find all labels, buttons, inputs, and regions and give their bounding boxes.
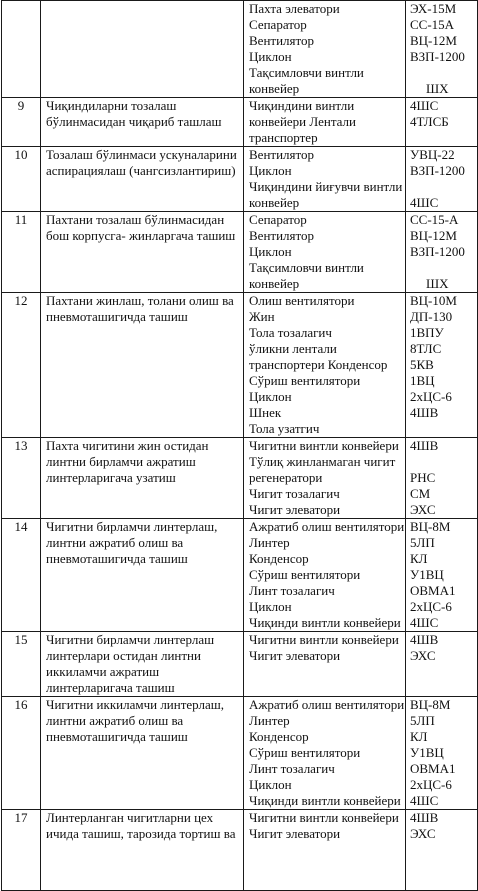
process-line: линтерларигача ташиш xyxy=(46,680,175,695)
equipment-code: 8ТЛС xyxy=(410,341,442,356)
equipment-code: ШХ xyxy=(426,276,449,291)
row-number: 12 xyxy=(14,293,28,308)
equipment-cell xyxy=(244,810,406,891)
code-cell xyxy=(406,810,478,891)
equipment-name: Чигит тозалагич xyxy=(249,486,340,501)
equipment-code: ЭХ-15М xyxy=(410,1,457,16)
process-cell xyxy=(41,810,244,891)
process-line: линтни ажратиб олиш ва xyxy=(46,535,184,550)
equipment-name: Сўриш вентилятори xyxy=(249,745,361,760)
process-line: Чигитни иккиламчи линтерлаш, xyxy=(46,697,225,712)
equipment-code: ВЦ-8М xyxy=(410,519,451,534)
process-cell xyxy=(41,438,244,519)
code-cell xyxy=(406,438,478,519)
process-line: линтни бирламчи ажратиш xyxy=(46,454,196,469)
process-line: линтерлари остидан линтни xyxy=(46,648,201,663)
equipment-cell xyxy=(244,697,406,810)
equipment-code: КЛ xyxy=(410,729,428,744)
table-row xyxy=(2,147,478,212)
equipment-cell xyxy=(244,147,406,212)
equipment-code: ВЦ-10М xyxy=(410,293,457,308)
equipment-name: транспортери Конденсор xyxy=(249,357,388,372)
equipment-name: Ажратиб олиш вентилятори xyxy=(249,519,405,534)
equipment-code: ДП-130 xyxy=(410,309,453,324)
equipment-name: Олиш вентилятори xyxy=(249,293,355,308)
equipment-name: транспортер xyxy=(249,130,318,145)
equipment-code: 4ШС xyxy=(410,195,439,210)
process-line: Тозалаш бўлинмаси ускуналарини xyxy=(46,147,237,162)
equipment-code: 4ТЛСБ xyxy=(410,114,449,129)
equipment-code: 5ЛП xyxy=(410,535,435,550)
row-number: 11 xyxy=(14,212,28,227)
row-number: 17 xyxy=(14,810,28,825)
row-number: 15 xyxy=(14,632,28,647)
equipment-code: 5КВ xyxy=(410,357,434,372)
process-cell xyxy=(41,212,244,293)
code-spacer xyxy=(410,260,477,276)
row-number: 10 xyxy=(14,147,28,162)
table-row xyxy=(2,697,478,810)
equipment-code: 4ШВ xyxy=(410,438,439,453)
process-line: иккиламчи ажратиш xyxy=(46,664,160,679)
equipment-code: У1ВЦ xyxy=(410,745,444,760)
process-line: Пахтани тозалаш бўлинмасидан xyxy=(46,212,225,227)
equipment-code: 1ВЦ xyxy=(410,373,435,388)
process-line: бош корпусга- жинларгача ташиш xyxy=(46,228,236,243)
equipment-name: конвейери Лентали xyxy=(249,114,357,129)
table-row xyxy=(2,632,478,697)
equipment-name: Тўлиқ жинланмаган чигит xyxy=(249,454,396,469)
equipment-code: СС-15А xyxy=(410,17,455,32)
process-cell xyxy=(41,1,244,98)
process-line: Чигитни бирламчи линтерлаш xyxy=(46,632,215,647)
code-cell xyxy=(406,632,478,697)
equipment-code: 4ШВ xyxy=(410,810,439,825)
equipment-name: Сўриш вентилятори xyxy=(249,567,361,582)
equipment-code: 4ШС xyxy=(410,615,439,630)
equipment-name: Тақсимловчи винтли xyxy=(249,65,364,80)
row-number-cell xyxy=(2,697,41,810)
equipment-cell xyxy=(244,293,406,438)
equipment-name: Вентилятор xyxy=(249,228,315,243)
equipment-name: Сепаратор xyxy=(249,17,307,32)
process-cell xyxy=(41,632,244,697)
process-cell xyxy=(41,519,244,632)
row-number-cell xyxy=(2,519,41,632)
process-line: пневмоташигичда ташиш xyxy=(46,729,188,744)
equipment-name: Сўриш вентилятори xyxy=(249,373,361,388)
equipment-name: конвейер xyxy=(249,81,300,96)
code-spacer xyxy=(410,65,477,81)
row-number-cell xyxy=(2,438,41,519)
code-cell xyxy=(406,98,478,147)
equipment-name: Чигитни винтли конвейери xyxy=(249,810,399,825)
equipment-name: Тола узатгич xyxy=(249,421,320,436)
table-row xyxy=(2,438,478,519)
equipment-name: Циклон xyxy=(249,599,292,614)
row-number: 9 xyxy=(17,98,25,113)
process-cell xyxy=(41,293,244,438)
equipment-code: ВЗП-1200 xyxy=(410,163,465,178)
row-number-cell xyxy=(2,293,41,438)
process-line: Пахта чигитини жин остидан xyxy=(46,438,209,453)
equipment-name: Циклон xyxy=(249,49,292,64)
equipment-code: 2хЦС-6 xyxy=(410,599,452,614)
equipment-name: Тола тозалагич xyxy=(249,325,332,340)
equipment-name: Конденсор xyxy=(249,729,309,744)
code-cell xyxy=(406,212,478,293)
equipment-code: 2хЦС-6 xyxy=(410,389,452,404)
equipment-code: 4ШВ xyxy=(410,632,439,647)
row-number-cell xyxy=(2,147,41,212)
process-line: Чигитни бирламчи линтерлаш, xyxy=(46,519,218,534)
equipment-code: СС-15-А xyxy=(410,212,459,227)
code-cell xyxy=(406,519,478,632)
equipment-cell xyxy=(244,438,406,519)
code-spacer xyxy=(410,454,477,470)
process-line: аспирациялаш (чангсизлантириш) xyxy=(46,163,236,178)
process-cell xyxy=(41,697,244,810)
equipment-cell xyxy=(244,519,406,632)
process-line: пневмоташигичда ташиш xyxy=(46,551,188,566)
equipment-name: Сепаратор xyxy=(249,212,307,227)
equipment-name: конвейер xyxy=(249,276,300,291)
equipment-code: 1ВПУ xyxy=(410,325,444,340)
equipment-name: Чиқиндини йиғувчи винтли xyxy=(249,179,403,194)
equipment-code: ЭХС xyxy=(410,648,436,663)
equipment-code: ЭХС xyxy=(410,826,436,841)
table-row xyxy=(2,98,478,147)
process-line: линтни ажратиб олиш ва xyxy=(46,713,184,728)
equipment-code: 2хЦС-6 xyxy=(410,777,452,792)
code-cell xyxy=(406,1,478,98)
row-number-cell xyxy=(2,212,41,293)
equipment-name: Ажратиб олиш вентилятори xyxy=(249,697,405,712)
process-line: Пахтани жинлаш, толани олиш ва xyxy=(46,293,234,308)
process-line: линтерларигача узатиш xyxy=(46,470,176,485)
row-number: 14 xyxy=(14,519,28,534)
equipment-name: Линтер xyxy=(249,713,290,728)
equipment-name: ўликни лентали xyxy=(249,341,337,356)
equipment-code: ОВМА1 xyxy=(410,583,456,598)
row-number-cell xyxy=(2,98,41,147)
row-number-cell xyxy=(2,810,41,891)
equipment-code: СМ xyxy=(410,486,431,501)
equipment-name: Чиқинди винтли конвейери xyxy=(249,793,401,808)
equipment-table xyxy=(1,0,478,891)
equipment-name: Чигит элеватори xyxy=(249,502,341,517)
equipment-cell xyxy=(244,212,406,293)
process-cell xyxy=(41,147,244,212)
equipment-cell xyxy=(244,632,406,697)
equipment-name: Линт тозалагич xyxy=(249,583,335,598)
equipment-name: Чигитни винтли конвейери xyxy=(249,438,399,453)
equipment-name: Конденсор xyxy=(249,551,309,566)
equipment-name: Циклон xyxy=(249,389,292,404)
table-row xyxy=(2,212,478,293)
equipment-code: РНС xyxy=(410,470,436,485)
process-cell xyxy=(41,98,244,147)
code-spacer xyxy=(410,179,477,195)
equipment-code: ОВМА1 xyxy=(410,761,456,776)
equipment-code: ВЦ-12М xyxy=(410,33,457,48)
code-cell xyxy=(406,147,478,212)
equipment-name: Вентилятор xyxy=(249,33,315,48)
equipment-name: регенератори xyxy=(249,470,323,485)
equipment-name: Линт тозалагич xyxy=(249,761,335,776)
equipment-name: Вентилятор xyxy=(249,147,315,162)
equipment-code: ЭХС xyxy=(410,502,436,517)
process-line: ичида ташиш, тарозида тортиш ва xyxy=(46,826,236,841)
equipment-cell xyxy=(244,1,406,98)
equipment-code: 4ШВ xyxy=(410,405,439,420)
process-line: Чиқиндиларни тозалаш xyxy=(46,98,177,113)
equipment-name: Циклон xyxy=(249,244,292,259)
table-row xyxy=(2,810,478,891)
equipment-code: КЛ xyxy=(410,551,428,566)
equipment-name: Циклон xyxy=(249,163,292,178)
equipment-name: Шнек xyxy=(249,405,282,420)
process-line: бўлинмасидан чиқариб ташлаш xyxy=(46,114,222,129)
equipment-code: 4ШС xyxy=(410,98,439,113)
equipment-name: Жин xyxy=(249,309,275,324)
equipment-code: ВЦ-12М xyxy=(410,228,457,243)
equipment-name: Тақсимловчи винтли xyxy=(249,260,364,275)
equipment-cell xyxy=(244,98,406,147)
equipment-name: Пахта элеватори xyxy=(249,1,340,16)
table-row xyxy=(2,1,478,98)
equipment-name: Чиқиндини винтли xyxy=(249,98,355,113)
equipment-code: 4ШС xyxy=(410,793,439,808)
equipment-code: 5ЛП xyxy=(410,713,435,728)
row-number-cell xyxy=(2,632,41,697)
equipment-code: ВЦ-8М xyxy=(410,697,451,712)
equipment-name: Циклон xyxy=(249,777,292,792)
equipment-code: УВЦ-22 xyxy=(410,147,455,162)
row-number: 16 xyxy=(14,697,28,712)
process-line: пневмоташигичда ташиш xyxy=(46,309,188,324)
table-row xyxy=(2,293,478,438)
equipment-code: ВЗП-1200 xyxy=(410,49,465,64)
equipment-name: Линтер xyxy=(249,535,290,550)
equipment-code: ШХ xyxy=(426,81,449,96)
equipment-code: У1ВЦ xyxy=(410,567,444,582)
process-line: Линтерланган чигитларни цех xyxy=(46,810,214,825)
equipment-name: Чигит элеватори xyxy=(249,648,341,663)
table-row xyxy=(2,519,478,632)
code-cell xyxy=(406,293,478,438)
equipment-name: Чигит элеватори xyxy=(249,826,341,841)
equipment-name: Чиқинди винтли конвейери xyxy=(249,615,401,630)
equipment-name: Чигитни винтли конвейери xyxy=(249,632,399,647)
equipment-code: ВЗП-1200 xyxy=(410,244,465,259)
row-number: 13 xyxy=(14,438,28,453)
code-cell xyxy=(406,697,478,810)
equipment-name: конвейер xyxy=(249,195,300,210)
row-number-cell xyxy=(2,1,41,98)
